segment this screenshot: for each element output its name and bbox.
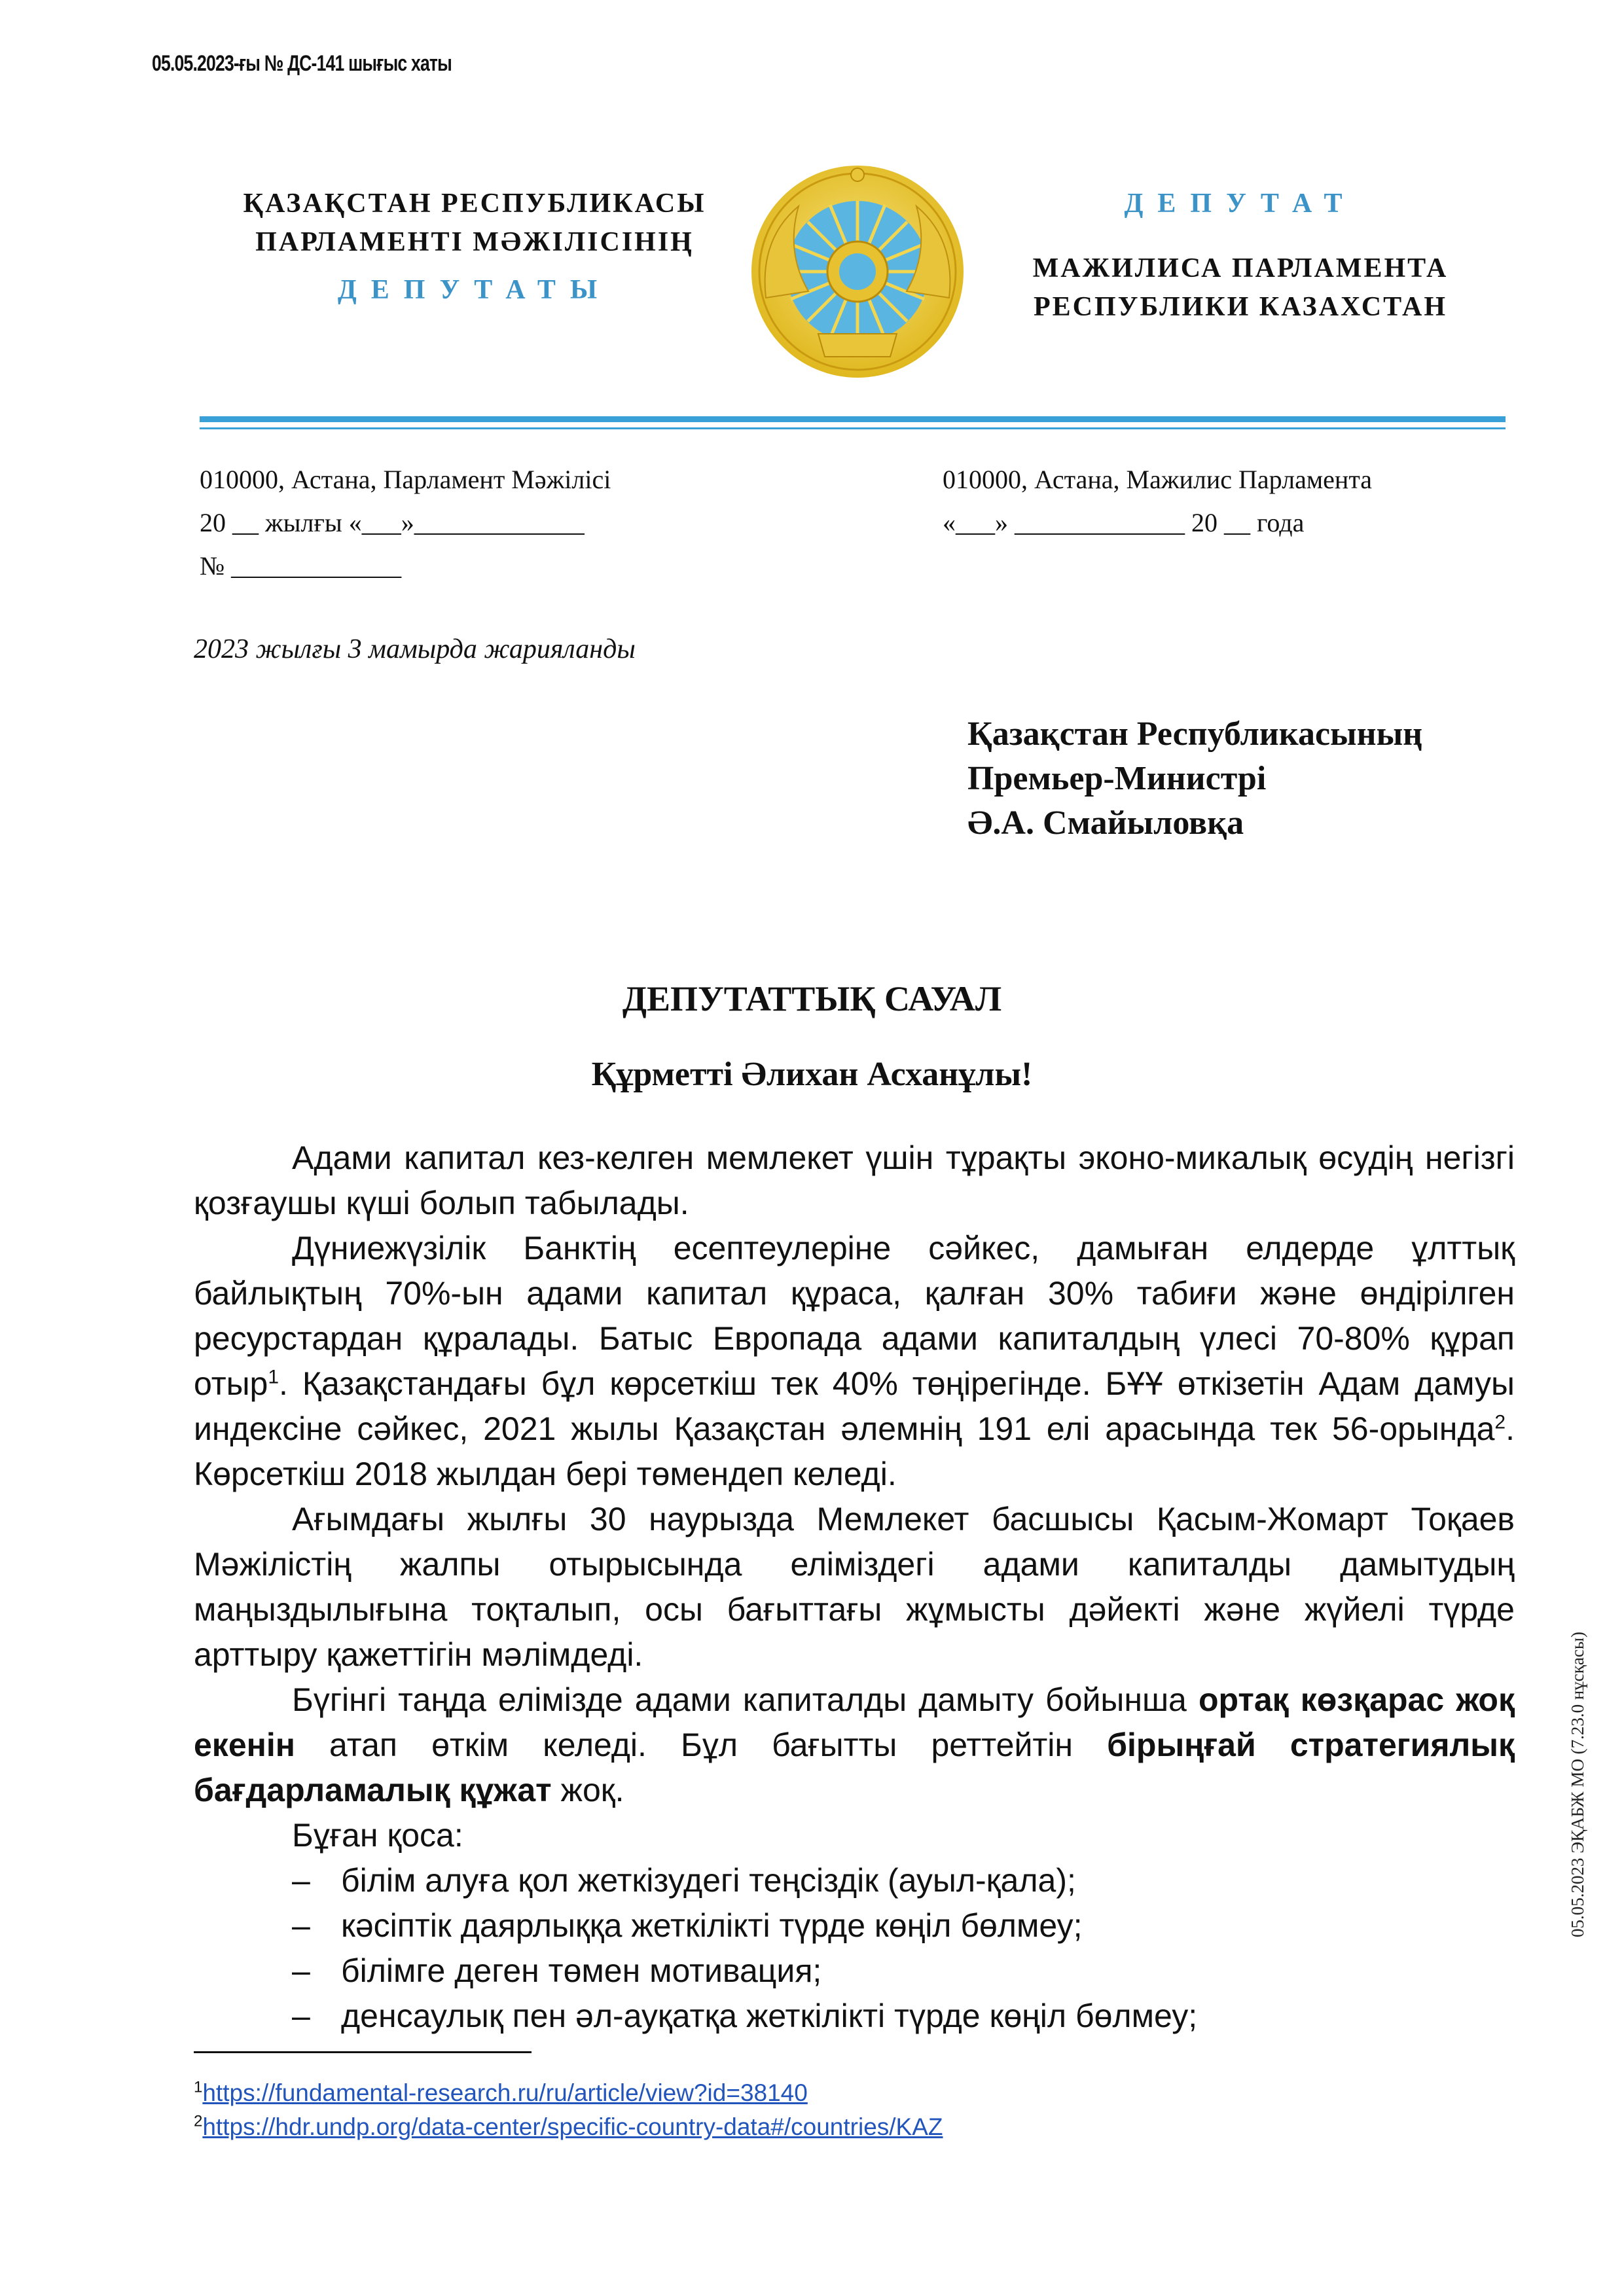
paragraph-2 bbox=[194, 1226, 1515, 1497]
paragraph-4-part-a: Бүгінгі таңда елімізде адами капиталды дамыту бойынша bbox=[292, 1681, 1199, 1718]
header-left-line1: ҚАЗАҚСТАН РЕСПУБЛИКАСЫ bbox=[243, 188, 706, 219]
side-registration-stamp: 05.05.2023 ЭҚАБЖ МО (7.23.0 нұсқасы) bbox=[1568, 1631, 1587, 1937]
list-item-text: білім алуға қол жеткізудегі теңсіздік (ауыл-қала); bbox=[341, 1862, 1076, 1899]
paragraph-2-part-a: Дүниежүзілік Банктің есептеулеріне сәйкес, дамыған елдерде ұлттық байлықтың 70%-ын адами капитал құраса, қалған 30% табиғи және өндірілген ресурстардан құралады. Батыс Европада адами капиталдың үлесі 70-80% құрап отыр bbox=[194, 1230, 1515, 1402]
header-right-line2: МАЖИЛИСА ПАРЛАМЕНТА bbox=[1032, 253, 1449, 283]
address-right bbox=[943, 458, 1532, 545]
address-left-line3: № _____________ bbox=[200, 551, 402, 581]
header-left-line2: ПАРЛАМЕНТІ МӘЖІЛІСІНІҢ bbox=[255, 226, 694, 257]
paragraph-2-part-b: . Қазақстандағы бұл көрсеткіш тек 40% төңірегінде. БҰҰ өткізетін Адам дамуы индексіне сәйкес, 2021 жылы Қазақстан әлемнің 191 елі арасында тек 56-орында bbox=[194, 1365, 1515, 1447]
footnote-separator bbox=[194, 2051, 532, 2053]
header-right bbox=[1011, 185, 1470, 326]
list-item-text: білімге деген төмен мотивация; bbox=[341, 1952, 822, 1989]
list-item-text: денсаулық пен әл-ауқатқа жеткілікті түрде көңіл бөлмеу; bbox=[341, 1998, 1198, 2034]
dash-marker: – bbox=[292, 1952, 310, 1989]
header-right-line1: ДЕПУТАТ bbox=[1124, 188, 1357, 219]
greeting: Құрметті Әлихан Асханұлы! bbox=[591, 1056, 1033, 1093]
list-item bbox=[194, 1948, 1515, 1994]
header-rule-thick bbox=[200, 416, 1506, 422]
dash-marker: – bbox=[292, 1907, 310, 1944]
recipient-line3: Ә.А. Смайыловқа bbox=[967, 804, 1244, 842]
paragraph-1: Адами капитал кез-келген мемлекет үшін тұрақты эконо-микалық өсудің негізгі қозғаушы күші болып табылады. bbox=[194, 1139, 1515, 1221]
paragraph-5: Бұған қоса: bbox=[292, 1817, 463, 1854]
header-rule-thin bbox=[200, 427, 1506, 429]
footnote-1-number: 1 bbox=[194, 2078, 203, 2096]
footnote-ref-2: 2 bbox=[1494, 1411, 1506, 1433]
address-left bbox=[200, 458, 789, 588]
document-title: ДЕПУТАТТЫҚ САУАЛ bbox=[622, 979, 1002, 1018]
paragraph-4-part-e: жоқ. bbox=[551, 1772, 624, 1808]
list-item bbox=[194, 1858, 1515, 1903]
footnote-2 bbox=[194, 2110, 943, 2144]
address-left-line2: 20 __ жылғы «___»_____________ bbox=[200, 508, 585, 537]
header-right-line3: РЕСПУБЛИКИ КАЗАХСТАН bbox=[1033, 291, 1448, 322]
list-item bbox=[194, 1994, 1515, 2039]
kazakhstan-state-emblem-icon bbox=[746, 160, 969, 383]
dash-marker: – bbox=[292, 1862, 310, 1899]
paragraph-4 bbox=[194, 1677, 1515, 1813]
outgoing-number: 05.05.2023-ғы № ДС-141 шығыс хаты bbox=[152, 51, 452, 76]
paragraph-2-part-c: . Көрсеткіш 2018 жылдан бері төмендеп келеді. bbox=[194, 1410, 1515, 1492]
published-note: 2023 жылғы 3 мамырда жарияланды bbox=[194, 634, 636, 664]
paragraph-4-bold-1: ортақ көзқарас жоқ екенін bbox=[194, 1681, 1515, 1763]
dash-marker: – bbox=[292, 1998, 310, 2034]
footnote-1 bbox=[194, 2076, 808, 2110]
document-body bbox=[194, 1136, 1515, 2039]
paragraph-4-bold-2: бірыңғай стратегиялық бағдарламалық құжат bbox=[194, 1727, 1515, 1808]
footnote-ref-1: 1 bbox=[268, 1366, 280, 1388]
address-right-line1: 010000, Астана, Мажилис Парламента bbox=[943, 465, 1373, 494]
paragraph-4-part-c: атап өткім келеді. Бұл бағытты реттейтін bbox=[295, 1727, 1108, 1763]
list-item-text: кәсіптік даярлыққа жеткілікті түрде көңіл бөлмеу; bbox=[341, 1907, 1083, 1944]
recipient-line1: Қазақстан Республикасының bbox=[967, 715, 1423, 753]
header-left bbox=[216, 185, 733, 309]
list-item bbox=[194, 1903, 1515, 1948]
paragraph-3: Ағымдағы жылғы 30 наурызда Мемлекет басшысы Қасым-Жомарт Тоқаев Мәжілістің жалпы отырысында еліміздегі адами капиталды дамытудың маңыздылығына тоқталып, осы бағыттағы жұмысты дәйекті және жүйелі түрде арттыру қажеттігін мәлімдеді. bbox=[194, 1501, 1515, 1673]
recipient-block bbox=[967, 712, 1422, 846]
footnote-1-link[interactable]: https://fundamental-research.ru/ru/article/view?id=38140 bbox=[202, 2079, 808, 2106]
footnote-2-link[interactable]: https://hdr.undp.org/data-center/specific-country-data#/countries/KAZ bbox=[202, 2113, 943, 2140]
address-left-line1: 010000, Астана, Парламент Мәжілісі bbox=[200, 465, 611, 494]
header-left-line3: ДЕПУТАТЫ bbox=[337, 274, 612, 305]
address-right-line2: «___» _____________ 20 __ года bbox=[943, 508, 1305, 537]
issue-list bbox=[194, 1858, 1515, 2039]
footnote-2-number: 2 bbox=[194, 2112, 203, 2130]
recipient-line2: Премьер-Министрі bbox=[967, 760, 1267, 797]
